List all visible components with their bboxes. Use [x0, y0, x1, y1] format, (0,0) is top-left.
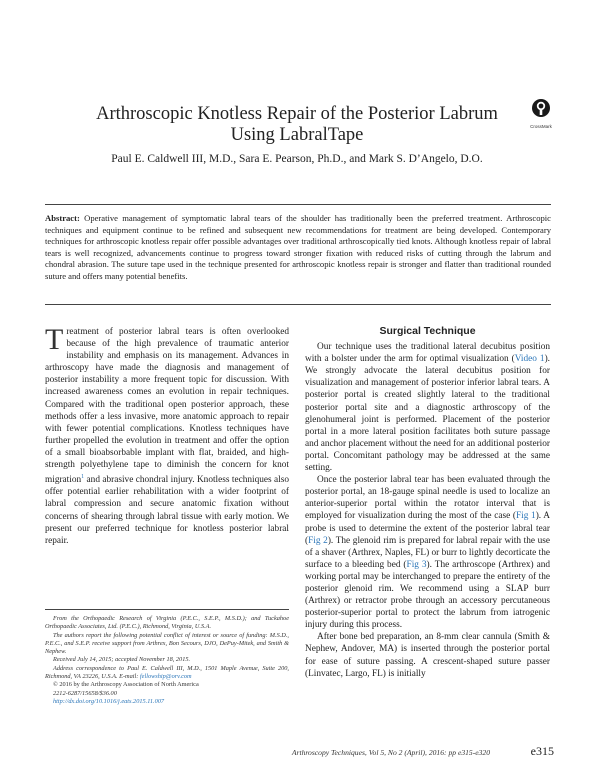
address-text: Address correspondence to Paul E. Caldwell III, M.D., 1501 Maple Avenue, Suite 200, Richmond, VA 23226, U.S.A. E-mail: [45, 664, 289, 681]
intro-text-continued: and abrasive chondral injury. Knotless techniques also offer potential earlier rehabilitation with a wider footprint of labral compression and secure anatomic fixation without concerns of shearing through labral tissue with early motion. We present our preferred technique for knotless posterior labral repair. [45, 475, 289, 546]
drop-cap: T [45, 323, 64, 356]
fig-1-link[interactable]: Fig 1 [515, 511, 536, 522]
footnotes [45, 615, 289, 706]
p2-text-d: ). The arthroscope (Arthrex) and working portal may be interchanged to prepare the entirety of the posterior glenoid rim. We recommend using a SLAP burr (Arthrex) or retractor probe through an accessory percutaneous posterior-superior portal to protect the labrum from iatrogenic injury during this process. [305, 559, 550, 631]
fig-3-link[interactable]: Fig 3 [406, 559, 427, 570]
author-list: Paul E. Caldwell III, M.D., Sara E. Pearson, Ph.D., and Mark S. D’Angelo, D.O. [111, 153, 483, 165]
p1-text-b: ). We strongly advocate the lateral decubitus position for visualization and management of posterior inferior labral tears. A posterior portal is created slightly lateral to the traditional posterior portal site and a diagnostic arthroscopy of the glenohumeral joint is performed. Placement of the posterior portal in a more lateral position facilitates both suture passage and anchor placement without the need for an additional posterior portal. Concomitant pathology may be addressed at the same setting. [305, 354, 550, 474]
affiliation-note: From the Orthopaedic Research of Virginia (P.E.C., S.E.P., M.S.D.); and Tuckahoe Orthopaedic Associates, Ltd. (P.E.C.), Richmond, Virginia, U.S.A. [45, 615, 289, 631]
abstract-label: Abstract: [45, 213, 80, 223]
journal-citation: Arthroscopy Techniques, Vol 5, No 2 (April), 2016: pp e315-e320 [291, 748, 490, 757]
email-link[interactable]: fellowship@orv.com [139, 673, 192, 681]
address-note [45, 665, 289, 682]
p2-text-b: ). A probe is used to determine the extent of the posterior labral tear ( [305, 511, 550, 546]
abstract-top-rule [45, 204, 551, 205]
abstract [45, 213, 551, 282]
crossmark-logo[interactable] [527, 98, 555, 129]
doi-link[interactable]: http://dx.doi.org/10.1016/j.eats.2015.11.007 [53, 697, 165, 705]
title-line-1: Arthroscopic Knotless Repair of the Posterior Labrum [96, 104, 498, 124]
intro-text: reatment of posterior labral tears is often overlooked because of the high prevalence of traumatic anterior instability and emphasis on its management. Advances in arthroscopy have made the diagnosis and management of posterior instability a more frequent topic for discussion. With increased awareness comes an evolution in repair techniques. Compared with the traditional open posterior approach, these methods offer a less invasive, more anatomic approach to repair with fewer potential complications. Knotless techniques have further propelled the evolution in treatment and offer the option of a small bioabsorbable implant with flat, braided, and high-strength polyethylene tape to diminish the concern for knot migration [45, 327, 289, 486]
p1-text-a: Our technique uses the traditional lateral decubitus position with a bolster under the arm for optimal visualization ( [305, 342, 550, 365]
title-line-2: Using LabralTape [230, 125, 364, 145]
abstract-text: Operative management of symptomatic labral tears of the shoulder has traditionally been the preferred treatment. Arthroscopic techniques and equipment continue to be refined and subsequent new recommendations for treatment are being developed. Contemporary techniques for arthroscopic knotless repair offer possible advantages over traditional arthroscopically tied knots. Although knotless repair of labral tears is well recognized, advancements continue to progress toward stronger fixation with reduced risks of cutting through the labrum and chondral abrasion. The suture tape used in the technique presented for arthroscopic knotless repair is stronger and flatter than traditional rounded suture and offers many potential benefits. [45, 213, 551, 281]
p2-text-c: ). The glenoid rim is prepared for labral repair with the use of a shaver (Arthrex, Naples, FL) or burr to lightly decorticate the surface to a bleeding bed ( [305, 535, 551, 570]
paragraph-3: After bone bed preparation, an 8-mm clear cannula (Smith & Nephew, Andover, MA) is inserted through the posterior portal for ease of suture passing. A crescent-shaped suture passer (Linvatec, Largo, FL) is initially [305, 632, 550, 679]
footnote-rule [45, 609, 289, 610]
section-heading: Surgical Technique [379, 325, 476, 337]
surgical-technique-column [305, 325, 550, 680]
paragraph-1 [305, 341, 550, 474]
abstract-bottom-rule [45, 304, 551, 305]
crossmark-label: CrossMark [530, 124, 552, 129]
fig-2-link[interactable]: Fig 2 [308, 535, 328, 546]
copyright-note: © 2016 by the Arthroscopy Association of North America [53, 681, 199, 689]
video-1-link[interactable]: Video 1 [514, 354, 545, 365]
introduction-column [45, 323, 289, 547]
received-note: Received July 14, 2015; accepted November 18, 2015. [53, 656, 191, 664]
issn-note: 2212-6287/15658/$36.00 [53, 689, 117, 697]
paragraph-2 [305, 474, 550, 631]
reference-link-1[interactable]: 1 [81, 474, 85, 481]
crossmark-icon [531, 98, 551, 118]
conflict-note: The authors report the following potential conflict of interest or source of funding: M.S.D., P.E.C., and S.E.P. receive support from Arthrex, Bon Secours, DJO, DePuy-Mitek, and Smith & Nephew. [45, 631, 289, 656]
article-title [70, 104, 524, 146]
page-number: e315 [530, 744, 554, 758]
p2-text-a: Once the posterior labral tear has been evaluated through the posterior portal, an 18-gauge spinal needle is used to localize an anterior-superior portal within the rotator interval that is employed for visualization during the most of the case ( [305, 475, 550, 522]
